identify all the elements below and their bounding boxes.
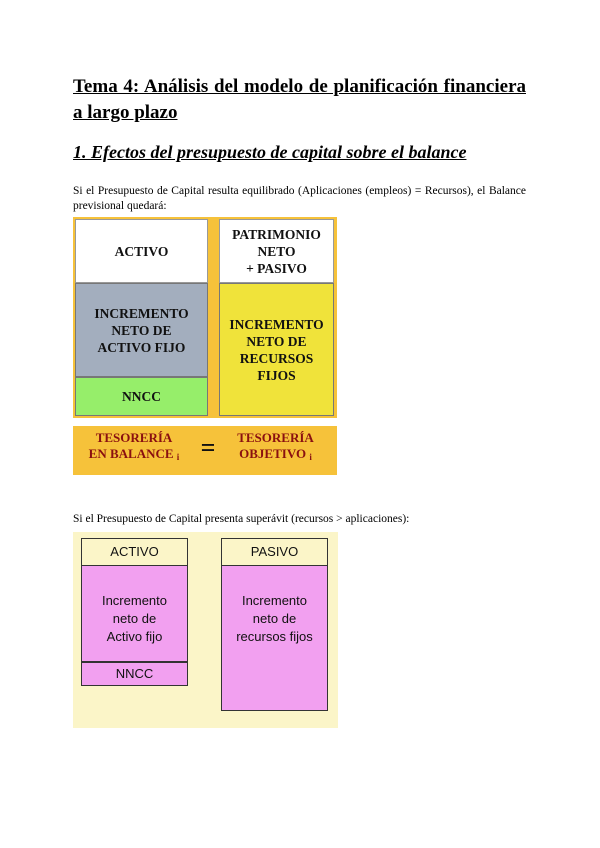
tesoreria-objetivo-label (223, 430, 328, 465)
inc-activo-line2: NETO DE (111, 322, 172, 338)
inc-activo2-line2: neto de (112, 611, 157, 626)
inc-activo2-line1: Incremento (101, 593, 168, 608)
section-heading: 1. Efectos del presupuesto de capital sobre el balance (73, 142, 467, 162)
inc-rec2-line1: Incremento (241, 593, 308, 608)
inc-rec2-line2: neto de (252, 611, 297, 626)
inc-rec-line1: INCREMENTO (229, 316, 324, 332)
incremento-activo-fijo-block-2 (81, 566, 188, 662)
tesoreria-balance-label (79, 430, 189, 465)
inc-activo2-line3: Activo fijo (106, 629, 163, 644)
inc-rec2-line3: recursos fijos (236, 629, 313, 644)
patrimonio-pasivo-header (219, 219, 334, 283)
inc-rec-line3: RECURSOS (239, 350, 314, 366)
teso-right-line2 (223, 446, 328, 465)
pasivo-header: PASIVO (221, 538, 328, 566)
patrimonio-line2: NETO (257, 243, 296, 259)
teso-right-line1: TESORERÍA (237, 430, 314, 445)
nncc-block-2: NNCC (81, 662, 188, 686)
teso-left-line2 (79, 446, 189, 465)
inc-activo-line3: ACTIVO FIJO (97, 339, 186, 355)
diagram-gap (73, 418, 337, 426)
teso-left-subscript: i (176, 452, 180, 462)
inc-activo-line1: INCREMENTO (94, 305, 189, 321)
inc-rec-line4: FIJOS (257, 367, 296, 383)
activo-header: ACTIVO (75, 219, 208, 283)
activo-header-2: ACTIVO (81, 538, 188, 566)
inc-rec-line2: NETO DE (246, 333, 307, 349)
teso-right-text: OBJETIVO (239, 446, 307, 461)
equals-sign: = (200, 433, 216, 462)
patrimonio-line1: PATRIMONIO (232, 226, 321, 242)
incremento-activo-fijo-block (75, 283, 208, 377)
document-title: Tema 4: Análisis del modelo de planificación financiera a largo plazo (73, 76, 526, 123)
incremento-recursos-fijos-block (219, 283, 334, 416)
teso-left-text: EN BALANCE (88, 446, 174, 461)
teso-right-subscript: i (309, 452, 312, 462)
patrimonio-line3: + PASIVO (246, 260, 307, 276)
teso-left-line1: TESORERÍA (95, 430, 173, 445)
nncc-block: NNCC (75, 377, 208, 416)
paragraph-superavit: Si el Presupuesto de Capital presenta superávit (recursos > aplicaciones): (73, 513, 410, 525)
incremento-recursos-fijos-block-2 (221, 566, 328, 711)
balance-diagram-equilibrado (73, 217, 337, 475)
balance-diagram-superavit (73, 532, 338, 728)
paragraph-equilibrado: Si el Presupuesto de Capital resulta equilibrado (Aplicaciones (empleos) = Recursos), el Balance previsional quedará: (73, 185, 526, 212)
